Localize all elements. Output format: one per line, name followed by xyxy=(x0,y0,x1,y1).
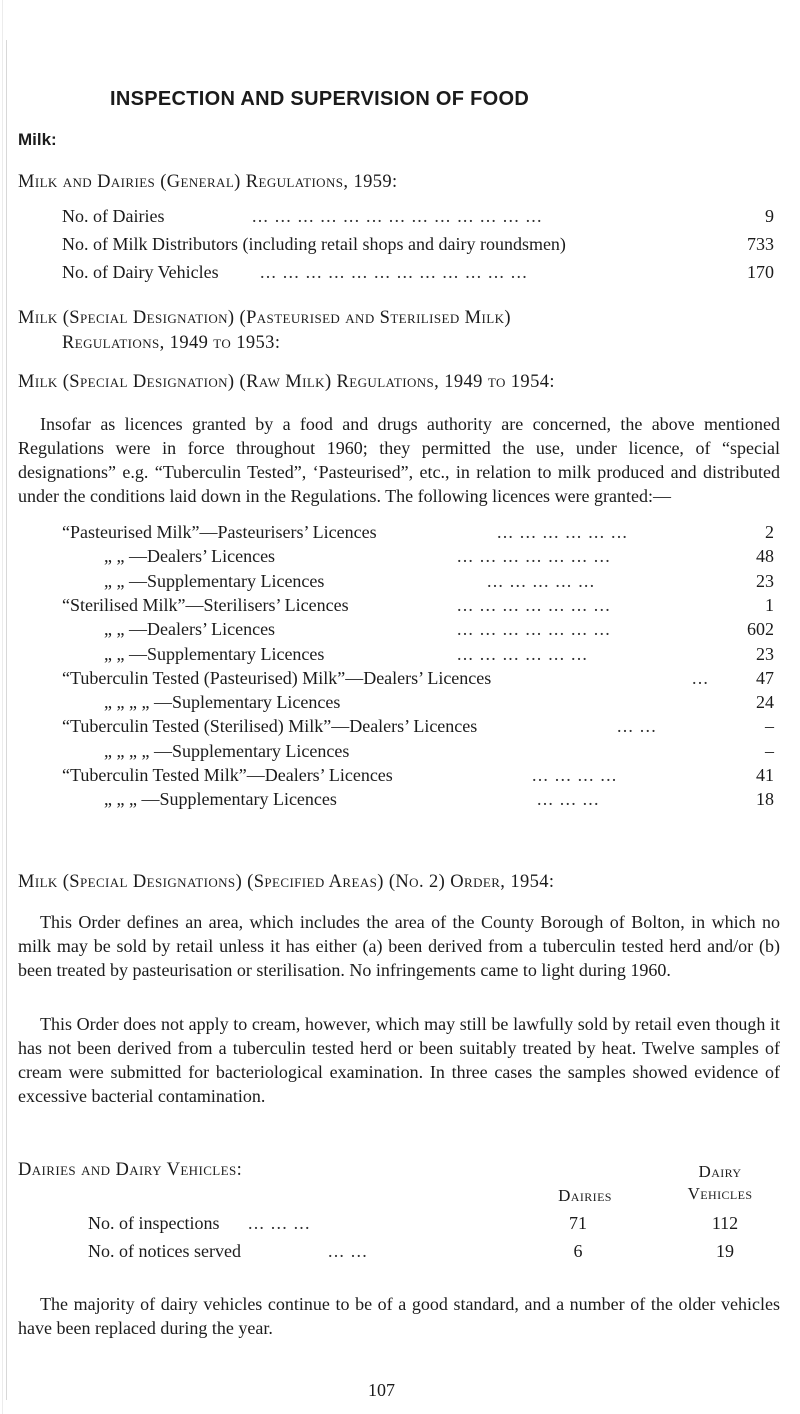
dairies-vehicles-title: Dairies and Dairy Vehicles: xyxy=(18,1160,243,1180)
leader-dots: ... ... xyxy=(617,716,657,737)
cell-dairies: 6 xyxy=(573,1241,583,1261)
licence-row xyxy=(62,595,774,621)
table-row-notices xyxy=(88,1241,768,1267)
licences-intro-paragraph xyxy=(18,412,780,508)
licence-label: „ „ „ „ —Supplementary Licences xyxy=(104,740,350,761)
binding-shadow xyxy=(6,40,7,1400)
licence-count: 24 xyxy=(756,692,774,713)
specified-areas-title: Milk (Special Designations) (Specified Areas) (No. 2) Order, 1954: xyxy=(18,872,555,892)
licence-label: “Tuberculin Tested Milk”—Dealers’ Licences xyxy=(62,765,393,785)
licence-count: 48 xyxy=(756,546,774,567)
licence-row xyxy=(104,741,774,767)
licence-label: „ „ —Dealers’ Licences xyxy=(104,619,276,640)
licence-count: 1 xyxy=(765,594,774,615)
licence-label: “Sterilised Milk”—Sterilisers’ Licences xyxy=(62,594,349,615)
licence-label: „ „ —Supplementary Licences xyxy=(104,570,325,591)
licence-count: 41 xyxy=(756,765,774,785)
licence-count: 23 xyxy=(756,643,774,664)
leader-dots: ... ... ... ... ... ... xyxy=(457,643,589,664)
stat-label: No. of Dairy Vehicles xyxy=(62,262,219,282)
pasteurised-regulations-title: Milk (Special Designation) (Pasteurised and Sterilised Milk) xyxy=(18,308,511,328)
leader-dots: ... ... ... xyxy=(248,1213,311,1233)
paragraph-text: The majority of dairy vehicles continue to be of a good standard, and a number of the older vehicles have been replaced during the year. xyxy=(18,1294,780,1338)
table-row-inspections xyxy=(88,1213,768,1239)
column-header-dairy-vehicles xyxy=(660,1161,780,1205)
leader-dots: ... ... xyxy=(328,1241,368,1261)
leader-dots: ... ... ... ... ... ... xyxy=(497,522,629,542)
licence-row xyxy=(104,619,774,645)
pasteurised-regulations-years: Regulations, 1949 to 1953: xyxy=(62,333,281,353)
row-label: No. of notices served xyxy=(88,1241,241,1261)
licence-row xyxy=(104,571,774,597)
licence-row xyxy=(104,644,774,670)
licence-label: „ „ „ —Supplementary Licences xyxy=(104,789,337,810)
cell-dairies: 71 xyxy=(569,1213,587,1233)
section-title-milk: Milk: xyxy=(18,130,57,149)
licence-count: – xyxy=(765,716,774,737)
leader-dots: ... ... ... ... ... ... ... ... ... ... ... ... ... xyxy=(252,206,543,226)
licence-label: „ „ „ „ —Suplementary Licences xyxy=(104,692,341,713)
stat-row-distributors xyxy=(62,234,774,260)
specified-areas-paragraph-2 xyxy=(18,1012,780,1108)
leader-dots: ... ... ... xyxy=(537,789,600,810)
specified-areas-paragraph-1 xyxy=(18,910,780,982)
raw-milk-regulations-title: Milk (Special Designation) (Raw Milk) Regulations, 1949 to 1954: xyxy=(18,372,555,392)
licence-row xyxy=(62,716,774,742)
leader-dots: ... ... ... ... xyxy=(532,765,618,785)
page-heading: INSPECTION AND SUPERVISION OF FOOD xyxy=(110,88,530,110)
leader-dots: ... xyxy=(692,667,710,688)
closing-paragraph xyxy=(18,1292,780,1340)
stat-label: No. of Milk Distributors (including retail shops and dairy roundsmen) xyxy=(62,234,566,254)
licence-label: „ „ —Supplementary Licences xyxy=(104,643,325,664)
stat-label: No. of Dairies xyxy=(62,206,165,226)
row-label: No. of inspections xyxy=(88,1213,220,1233)
paragraph-text: Insofar as licences granted by a food and drugs authority are concerned, the above mentioned Regulations were in force throughout 1960; they permitted the use, under licence, of “special designations” e.g. “Tuberculin Tested”, ‘Pasteurised”, etc., in relation to milk produced and distributed under the conditions laid down in the Regulations. The following licences were granted:— xyxy=(18,414,780,506)
stat-value: 733 xyxy=(747,234,774,254)
page-number: 107 xyxy=(368,1380,395,1400)
licence-label: „ „ —Dealers’ Licences xyxy=(104,546,276,567)
leader-dots: ... ... ... ... ... ... ... xyxy=(457,546,611,567)
leader-dots: ... ... ... ... ... ... ... xyxy=(457,619,611,640)
column-header-dairies: Dairies xyxy=(558,1186,612,1205)
licence-label: “Pasteurised Milk”—Pasteurisers’ Licences xyxy=(62,522,377,542)
leader-dots: ... ... ... ... ... xyxy=(487,570,596,591)
licence-row xyxy=(62,765,774,791)
licence-count: 23 xyxy=(756,570,774,591)
licence-row xyxy=(104,789,774,815)
page-edge xyxy=(2,0,3,1414)
leader-dots: ... ... ... ... ... ... ... xyxy=(457,594,611,615)
column-header-line: Dairy xyxy=(698,1162,742,1181)
licence-label: “Tuberculin Tested (Pasteurised) Milk”—Dealers’ Licences xyxy=(62,667,492,688)
stat-row-dairies xyxy=(62,206,774,232)
leader-dots: ... ... ... ... ... ... ... ... ... ... ... ... xyxy=(260,262,528,282)
paragraph-text: This Order does not apply to cream, however, which may still be lawfully sold by retail even though it has not been derived from a tuberculin tested herd or been suitably treated by heat. Twelve samples of cream were submitted for bacteriological examination. In three cases the samples showed evidence of excessive bacterial contamination. xyxy=(18,1014,780,1106)
licence-count: 602 xyxy=(747,619,774,640)
paragraph-text: This Order defines an area, which includes the area of the County Borough of Bolton, in which no milk may be sold by retail unless it has either (a) been derived from a tuberculin tested herd and/or (b) been treated by pasteurisation or sterilisation. No infringements came to light during 1960. xyxy=(18,912,780,980)
licence-row xyxy=(104,692,774,718)
cell-vehicles: 112 xyxy=(711,1213,739,1233)
licence-label: “Tuberculin Tested (Sterilised) Milk”—Dealers’ Licences xyxy=(62,716,478,737)
licence-count: 18 xyxy=(756,789,774,810)
licence-count: 2 xyxy=(765,522,774,542)
licence-count: – xyxy=(765,740,774,761)
licence-count: 47 xyxy=(756,667,774,688)
stat-row-vehicles xyxy=(62,262,774,288)
licence-row xyxy=(62,522,774,548)
cell-vehicles: 19 xyxy=(716,1241,734,1261)
stat-value: 9 xyxy=(765,206,774,226)
general-regulations-title: Milk and Dairies (General) Regulations, 1959: xyxy=(18,172,398,192)
stat-value: 170 xyxy=(747,262,774,282)
licence-row xyxy=(104,546,774,572)
column-header-line: Vehicles xyxy=(687,1184,753,1203)
licence-row xyxy=(62,668,774,694)
